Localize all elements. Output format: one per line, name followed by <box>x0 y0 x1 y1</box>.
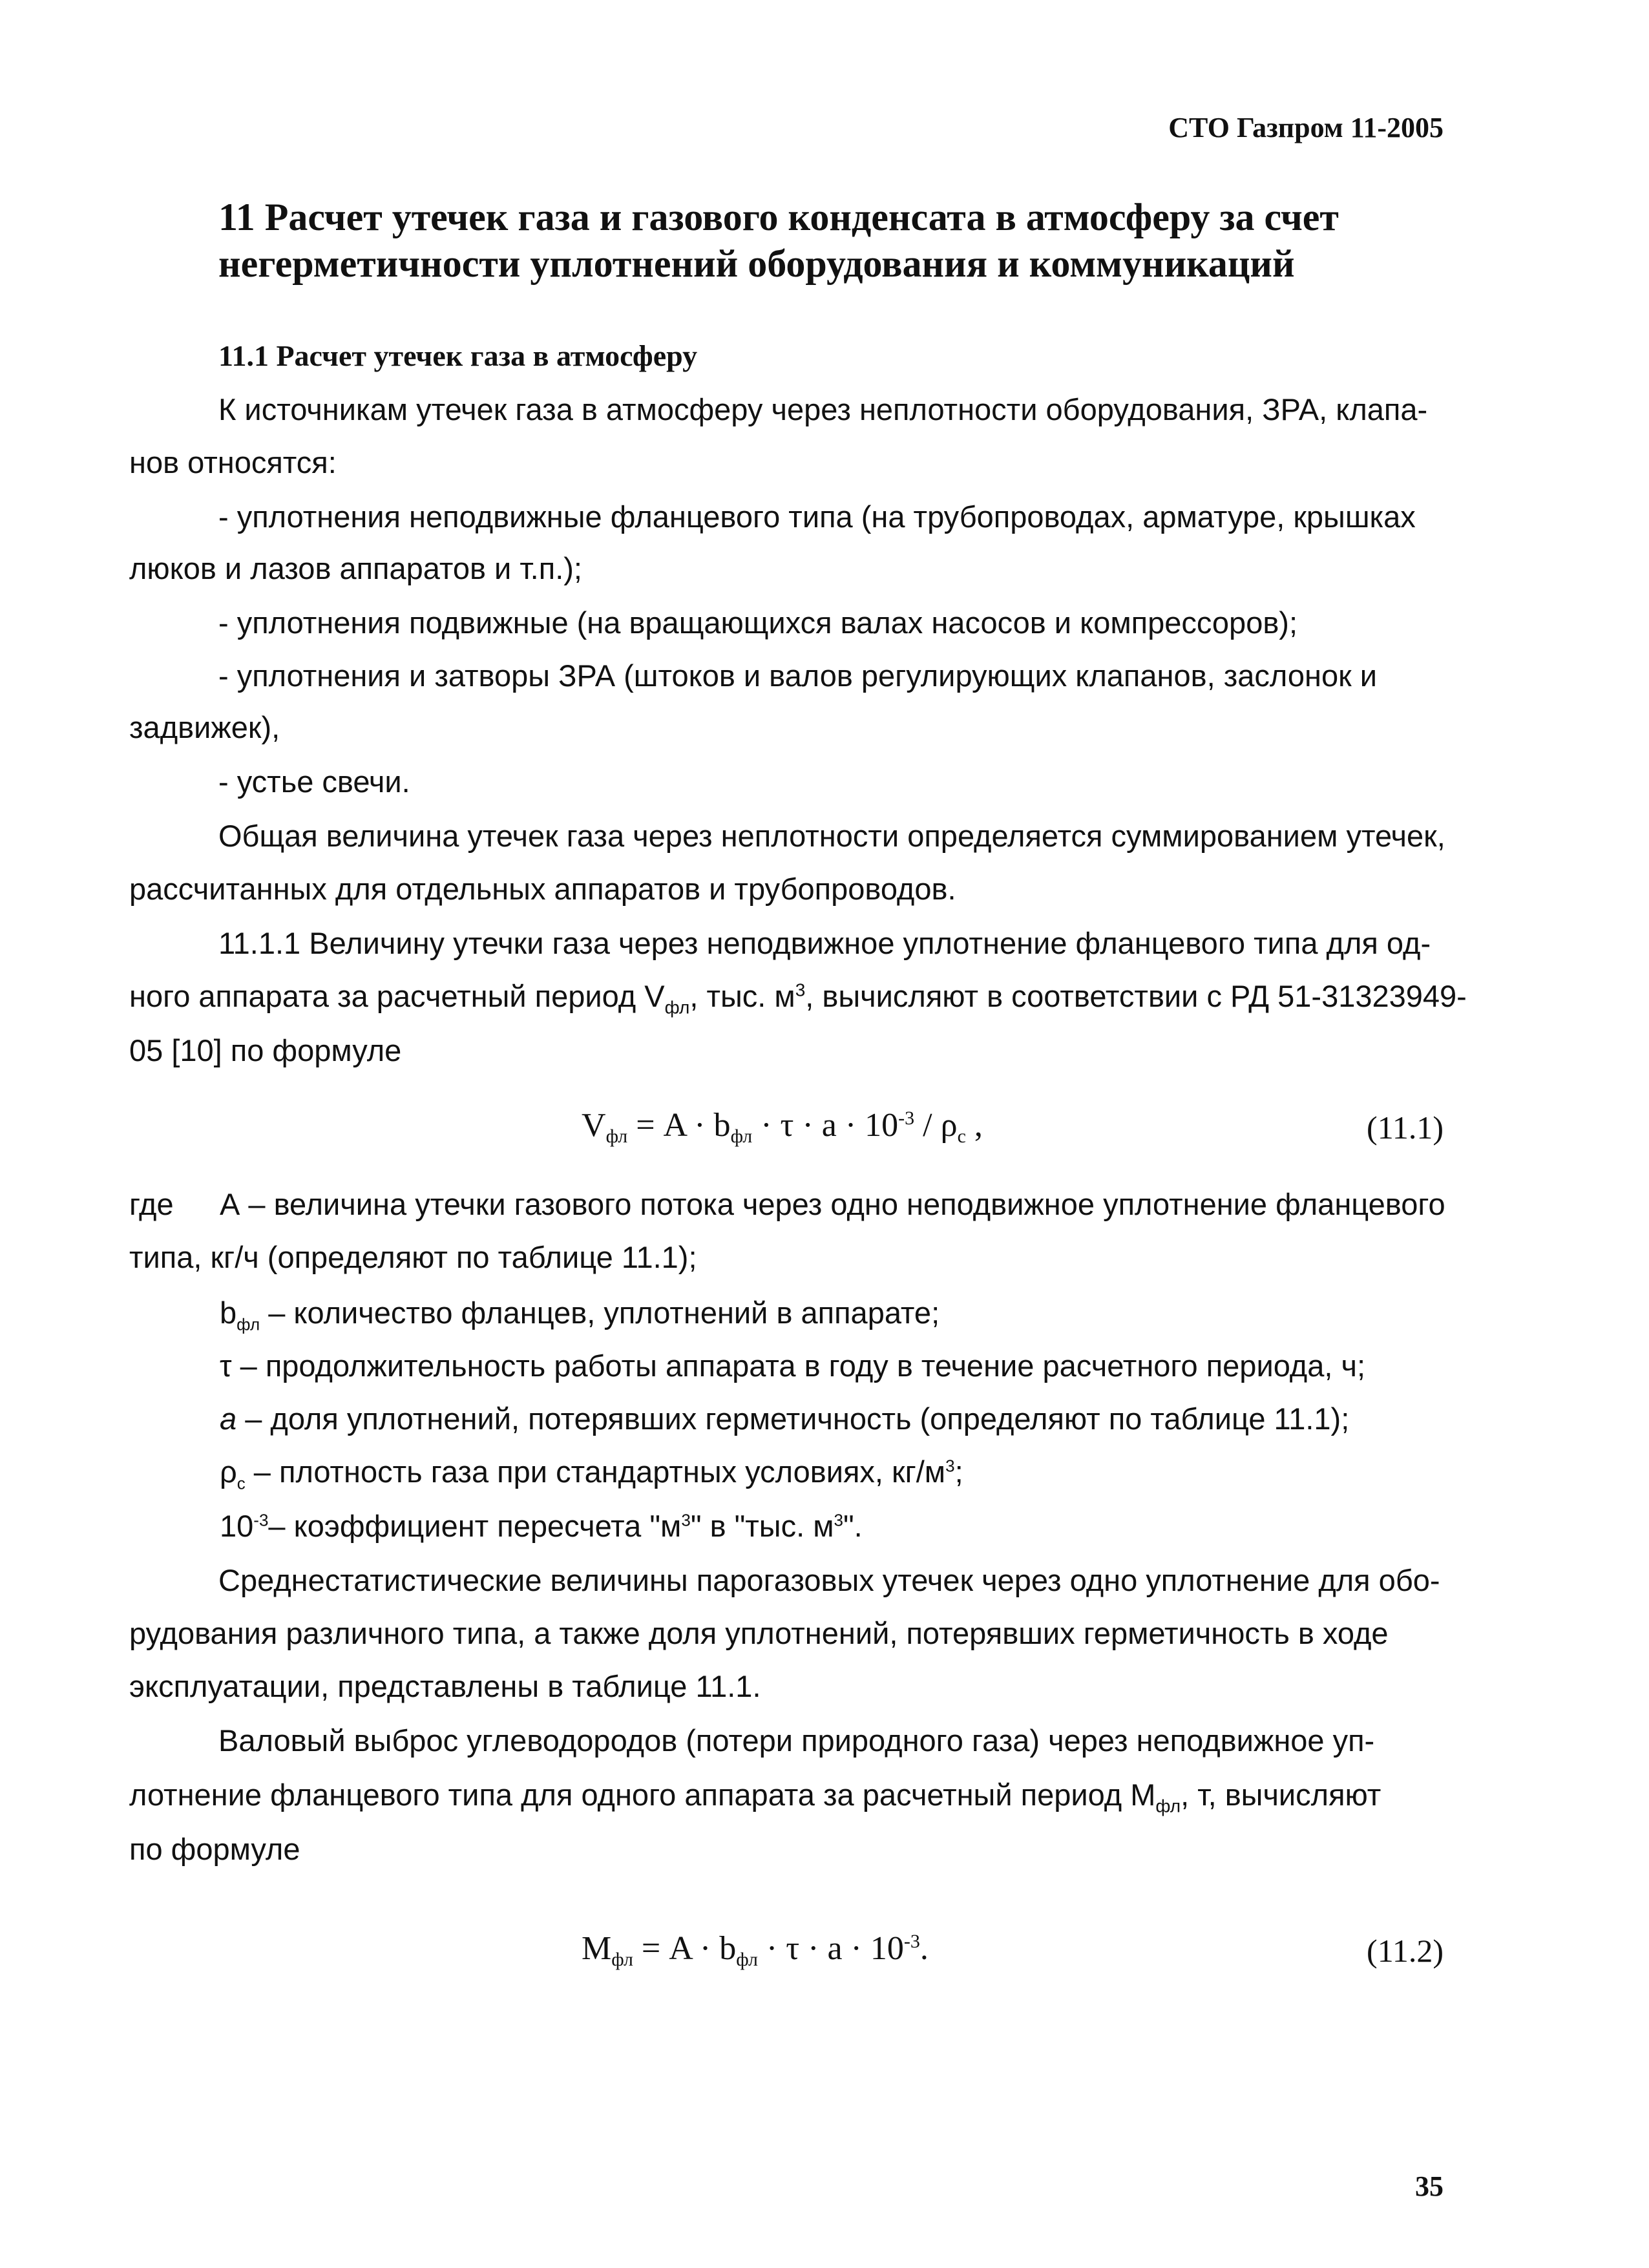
paragraph-line: Валовый выброс углеводородов (потери природного газа) через неподвижное уп- <box>218 1723 1375 1758</box>
paragraph-line <box>218 392 1444 427</box>
paragraph-line: рудования различного типа, а также доля уплотнений, потерявших герметичность в ходе <box>129 1616 1389 1650</box>
where-label: где <box>129 1187 174 1221</box>
formula-text: · τ · a · 10 <box>757 1930 904 1967</box>
text-run: , т, вычисляют <box>1181 1778 1381 1812</box>
bullet-line: - уплотнения подвижные (на вращающихся валах насосов и компрессоров); <box>218 605 1298 640</box>
text-line: К источникам утечек газа в атмосферу через неплотности оборудования, ЗРА, клапа- <box>218 392 1428 426</box>
subscript: фл <box>664 997 690 1018</box>
symbol: а <box>220 1402 237 1436</box>
text-run: ного аппарата за расчетный период V <box>129 979 665 1013</box>
definition-line <box>220 1508 863 1544</box>
formula-subscript: фл <box>736 1949 758 1970</box>
definition-line <box>220 1454 963 1493</box>
text-run: , тыс. м <box>689 979 795 1013</box>
formula-subscript: фл <box>730 1126 753 1147</box>
text-run: – доля уплотнений, потерявших герметичность (определяют по таблице 11.1); <box>236 1402 1350 1436</box>
bullet-line: люков и лазов аппаратов и т.п.); <box>129 551 582 585</box>
formula-text: , <box>965 1107 983 1144</box>
text-run: лотнение фланцевого типа для одного аппарата за расчетный период М <box>129 1778 1156 1812</box>
formula-11-1 <box>582 1106 983 1147</box>
formula-text: / ρ <box>914 1107 958 1144</box>
formula-symbol: M <box>582 1930 612 1967</box>
bullet-line: задвижек), <box>129 710 280 744</box>
formula-11-2 <box>582 1929 929 1968</box>
text-run: ; <box>954 1454 963 1489</box>
subscript: фл <box>236 1314 260 1334</box>
paragraph-line: Общая величина утечек газа через неплотности определяется суммированием утечек, <box>218 819 1445 853</box>
text-run: , вычисляют в соответствии с РД 51-31323949- <box>805 979 1467 1013</box>
subscript: фл <box>1155 1796 1181 1816</box>
paragraph-line: 05 [10] по формуле <box>129 1033 402 1067</box>
paragraph-line: Среднестатистические величины парогазовых утечек через одно уплотнение для обо- <box>218 1563 1440 1597</box>
paragraph-line <box>129 978 1467 1018</box>
formula-subscript: фл <box>605 1126 628 1147</box>
section-title: 11 Расчет утечек газа и газового конденсата в атмосферу за счет негерметичности уплотнений оборудования и коммуникаций <box>218 196 1339 285</box>
superscript: 3 <box>945 1456 955 1476</box>
formula-text: · τ · a · 10 <box>752 1107 899 1144</box>
definition-line: τ – продолжительность работы аппарата в году в течение расчетного периода, ч; <box>220 1349 1366 1383</box>
symbol: ρ <box>220 1454 237 1489</box>
definition-line <box>220 1401 1349 1436</box>
superscript: 3 <box>834 1510 843 1530</box>
formula-subscript: с <box>957 1126 966 1147</box>
superscript: 3 <box>681 1510 691 1530</box>
text-run: ". <box>843 1509 863 1543</box>
paragraph-line: эксплуатации, представлены в таблице 11.1. <box>129 1669 761 1703</box>
bullet-line: - устье свечи. <box>218 764 410 799</box>
subsection-title: 11.1 Расчет утечек газа в атмосферу <box>218 339 698 372</box>
page-number: 35 <box>1415 2170 1444 2202</box>
paragraph-line: по формуле <box>129 1832 300 1866</box>
definition-line: А – величина утечки газового потока через одно неподвижное уплотнение фланцевого <box>220 1187 1445 1221</box>
text-run: " в "тыс. м <box>690 1509 834 1543</box>
equation-number: (11.2) <box>1367 1933 1444 1969</box>
text-run: – плотность газа при стандартных условиях, кг/м <box>245 1454 946 1489</box>
text-run: 10 <box>220 1509 254 1543</box>
formula-text: = A · b <box>627 1107 731 1144</box>
bullet-line: - уплотнения и затворы ЗРА (штоков и валов регулирующих клапанов, заслонок и <box>218 658 1377 693</box>
superscript: -3 <box>253 1510 269 1530</box>
formula-superscript: -3 <box>898 1108 915 1129</box>
formula-symbol: V <box>582 1107 606 1144</box>
paragraph-line: рассчитанных для отдельных аппаратов и трубопроводов. <box>129 872 956 906</box>
bullet-line: - уплотнения неподвижные фланцевого типа (на трубопроводах, арматуре, крышках <box>218 499 1416 534</box>
formula-text: . <box>919 1930 929 1967</box>
definition-line: типа, кг/ч (определяют по таблице 11.1); <box>129 1240 697 1274</box>
symbol: b <box>220 1296 237 1330</box>
paragraph-line <box>129 1777 1381 1816</box>
formula-superscript: -3 <box>903 1931 920 1952</box>
text-run: – коэффициент пересчета "м <box>268 1509 682 1543</box>
paragraph-line: нов относятся: <box>129 445 337 479</box>
text-run: – количество фланцев, уплотнений в аппарате; <box>260 1296 940 1330</box>
equation-number: (11.1) <box>1367 1109 1444 1146</box>
formula-subscript: фл <box>611 1949 633 1970</box>
paragraph-line: 11.1.1 Величину утечки газа через неподвижное уплотнение фланцевого типа для од- <box>218 926 1431 960</box>
formula-text: = A · b <box>633 1930 737 1967</box>
document-code-header: СТО Газпром 11-2005 <box>1168 112 1444 143</box>
superscript: 3 <box>795 980 806 1000</box>
definition-line <box>220 1295 940 1334</box>
subscript: с <box>236 1473 246 1493</box>
